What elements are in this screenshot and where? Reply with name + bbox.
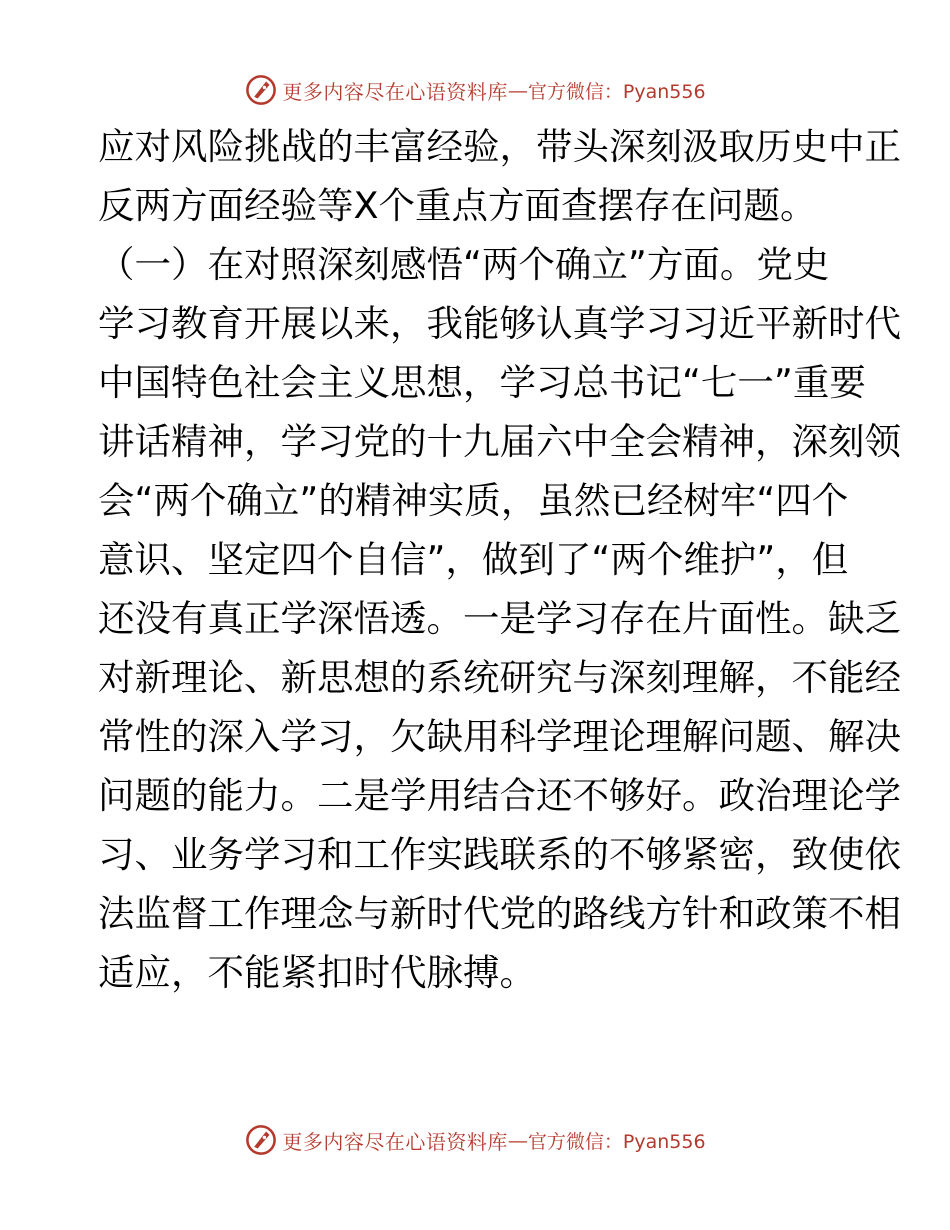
text-line: 习、业务学习和工作实践联系的不够紧密，致使依 [98,833,901,876]
text-line: 讲话精神，学习党的十九届六中全会精神，深刻领 [98,420,901,463]
watermark-contact: 官方微信：Pyan556 [527,1130,706,1153]
watermark-contact: 官方微信：Pyan556 [527,80,706,103]
text-line: 应对风险挑战的丰富经验，带头深刻汲取历史中正 [98,125,901,168]
text-line: 会“两个确立”的精神实质，虽然已经树牢“四个 [98,479,849,522]
text-line: 反两方面经验等X个重点方面查摆存在问题。 [98,184,817,227]
text-line: 学习教育开展以来，我能够认真学习习近平新时代 [98,302,901,345]
watermark-text: 更多内容尽在心语资料库 [282,79,508,104]
watermark-dash: — [507,78,528,102]
text-line: 常性的深入学习，欠缺用科学理论理解问题、解决 [98,715,901,758]
footer-watermark [0,1120,950,1160]
text-line: 适应，不能紧扣时代脉搏。 [98,951,536,994]
text-line: 意识、坚定四个自信”，做到了“两个维护”，但 [98,538,849,581]
text-line: 对新理论、新思想的系统研究与深刻理解，不能经 [98,656,901,699]
watermark-text: 更多内容尽在心语资料库 [282,1129,508,1154]
pen-nib-circle-icon [244,1123,278,1157]
watermark-dash: — [507,1128,528,1152]
text-line: 法监督工作理念与新时代党的路线方针和政策不相 [98,892,901,935]
text-line: （一）在对照深刻感悟“两个确立”方面。党史 [98,243,830,286]
header-watermark [0,70,950,110]
pen-nib-circle-icon [244,73,278,107]
text-line: 中国特色社会主义思想，学习总书记“七一”重要 [98,361,866,404]
text-line: 还没有真正学深悟透。一是学习存在片面性。缺乏 [98,597,901,640]
text-line: 问题的能力。二是学用结合还不够好。政治理论学 [98,774,901,817]
document-body [98,117,901,1002]
